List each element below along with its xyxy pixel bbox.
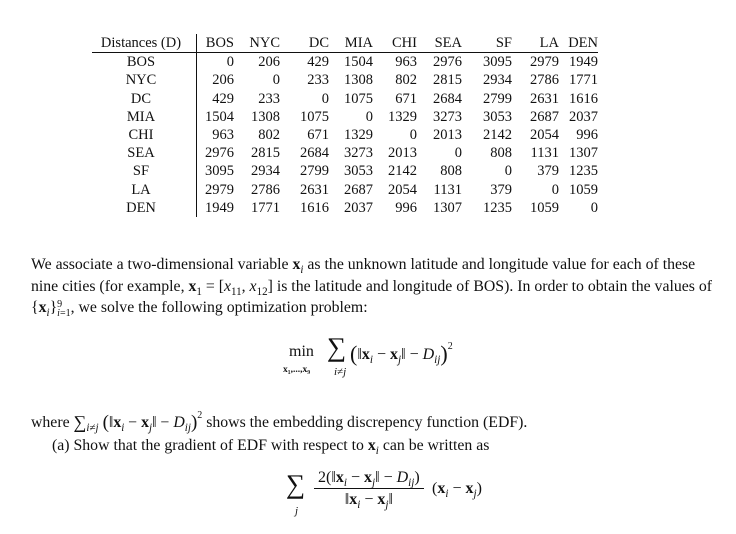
distance-cell: 1329 bbox=[388, 108, 417, 125]
distance-cell: 3053 bbox=[344, 163, 373, 180]
table-row bbox=[92, 108, 598, 126]
sum-symbol: ∑ bbox=[327, 332, 347, 362]
row-header: NYC bbox=[92, 71, 197, 89]
distance-cell: 1329 bbox=[344, 127, 373, 144]
distance-cell: 2687 bbox=[530, 108, 559, 125]
paragraph-text: , we solve the following optimization problem: bbox=[70, 299, 368, 316]
paragraph-text: is the latitude and longitude of BOS). In order to obtain the values of bbox=[272, 277, 713, 295]
table-corner-label: Distances (D) bbox=[92, 34, 197, 53]
distance-cell: 1307 bbox=[569, 145, 598, 162]
row-header: LA bbox=[92, 181, 197, 199]
distance-cell: 206 bbox=[212, 72, 234, 89]
row-header: CHI bbox=[92, 126, 197, 144]
distance-cell: 2013 bbox=[433, 127, 462, 144]
distance-cell: 2934 bbox=[251, 163, 280, 180]
table-row bbox=[92, 53, 598, 72]
distance-cell: 1308 bbox=[344, 72, 373, 89]
paragraph-text: We associate a two-dimensional variable bbox=[31, 256, 293, 273]
sum-subscript: i≠j bbox=[334, 366, 347, 378]
distance-cell: 1771 bbox=[569, 72, 598, 89]
distance-cell: 1307 bbox=[433, 199, 462, 216]
table-row bbox=[92, 162, 598, 180]
distance-cell: 0 bbox=[365, 108, 373, 125]
distance-cell: 1504 bbox=[205, 108, 234, 125]
row-header: MIA bbox=[92, 108, 197, 126]
equation-tail: $(x_i - x_j)$ bbox=[432, 480, 482, 501]
row-header: SEA bbox=[92, 144, 197, 162]
distance-cell: 2976 bbox=[205, 145, 234, 162]
distance-cell: 233 bbox=[258, 90, 280, 107]
min-operator: min bbox=[289, 343, 314, 360]
sum-symbol: ∑ bbox=[286, 469, 306, 499]
distance-cell: 1131 bbox=[530, 145, 559, 162]
distance-cell: 2799 bbox=[483, 90, 512, 107]
gradient-equation bbox=[286, 465, 526, 527]
table-body bbox=[92, 53, 598, 217]
column-header: SEA bbox=[417, 34, 462, 53]
distance-cell: 0 bbox=[409, 127, 417, 144]
distance-cell: 2815 bbox=[251, 145, 280, 162]
distance-cell: 1504 bbox=[344, 54, 373, 71]
distance-cell: 1235 bbox=[483, 199, 512, 216]
sum-subscript: j bbox=[295, 505, 299, 517]
distance-cell: 1616 bbox=[300, 199, 329, 216]
min-subscript: x₁,...,x₉ bbox=[283, 365, 311, 375]
paragraph-text: as the unknown latitude and longitude value for each of these nine cities (for example, bbox=[31, 256, 696, 295]
distance-cell: 2979 bbox=[205, 181, 234, 198]
row-header: DEN bbox=[92, 199, 197, 217]
column-header: NYC bbox=[234, 34, 280, 53]
distance-cell: 2684 bbox=[433, 90, 462, 107]
distance-cell: 3095 bbox=[205, 163, 234, 180]
distance-cell: 2054 bbox=[530, 127, 559, 144]
table-row bbox=[92, 144, 598, 162]
distance-cell: 2631 bbox=[300, 181, 329, 198]
distance-cell: 3053 bbox=[483, 108, 512, 125]
optimization-equation bbox=[283, 331, 523, 393]
distance-cell: 0 bbox=[590, 199, 598, 216]
distance-cell: 963 bbox=[212, 127, 234, 144]
distance-cell: 2979 bbox=[530, 54, 559, 71]
fraction-denominator: $‖x_i$ − $x_j‖$ bbox=[344, 491, 393, 512]
distance-cell: 1771 bbox=[251, 199, 280, 216]
row-header: DC bbox=[92, 90, 197, 108]
distance-cell: 1075 bbox=[300, 108, 329, 125]
distance-cell: 1235 bbox=[569, 163, 598, 180]
distance-cell: 2631 bbox=[530, 90, 559, 107]
row-header: BOS bbox=[92, 53, 197, 72]
distance-cell: 2687 bbox=[344, 181, 373, 198]
fraction bbox=[314, 469, 424, 512]
part-a-question: (a) Show that the gradient of EDF with respect to $x_i$ can be written as bbox=[52, 437, 490, 458]
column-header: CHI bbox=[373, 34, 417, 53]
distance-cell: 1616 bbox=[569, 90, 598, 107]
distance-cell: 429 bbox=[307, 54, 329, 71]
distance-cell: 233 bbox=[307, 72, 329, 89]
distance-cell: 0 bbox=[454, 145, 462, 162]
distance-cell: 1059 bbox=[569, 181, 598, 198]
part-label: (a) bbox=[52, 437, 70, 454]
distance-cell: 671 bbox=[307, 127, 329, 144]
distance-cell: 2013 bbox=[388, 145, 417, 162]
distance-cell: 1308 bbox=[251, 108, 280, 125]
distance-cell: 2934 bbox=[483, 72, 512, 89]
distance-cell: 2786 bbox=[530, 72, 559, 89]
distance-cell: 2799 bbox=[300, 163, 329, 180]
distance-cell: 379 bbox=[537, 163, 559, 180]
distance-cell: 0 bbox=[504, 163, 512, 180]
distance-cell: 996 bbox=[395, 199, 417, 216]
equation-body: ($‖x_i$ − $x_j‖ - D_{ij})^2$ bbox=[350, 341, 453, 367]
distance-cell: 3273 bbox=[433, 108, 462, 125]
table-row bbox=[92, 181, 598, 199]
distance-cell: 3095 bbox=[483, 54, 512, 71]
distance-cell: 2142 bbox=[388, 163, 417, 180]
distance-cell: 1075 bbox=[344, 90, 373, 107]
distance-cell: 2786 bbox=[251, 181, 280, 198]
distance-cell: 802 bbox=[395, 72, 417, 89]
column-header: BOS bbox=[197, 34, 235, 53]
distance-cell: 2142 bbox=[483, 127, 512, 144]
distance-cell: 429 bbox=[212, 90, 234, 107]
distance-cell: 0 bbox=[551, 181, 559, 198]
paragraph-text: can be written as bbox=[378, 437, 490, 454]
distance-cell: 1131 bbox=[433, 181, 462, 198]
distance-cell: 996 bbox=[576, 127, 598, 144]
table-header-row bbox=[92, 34, 598, 53]
column-header: DEN bbox=[559, 34, 598, 53]
row-header: SF bbox=[92, 162, 197, 180]
distance-cell: 2054 bbox=[388, 181, 417, 198]
paragraph-text: Show that the gradient of EDF with respect to bbox=[73, 437, 368, 454]
distance-cell: 1949 bbox=[569, 54, 598, 71]
paragraph-text: shows the embedding discrepency function (EDF). bbox=[202, 414, 528, 431]
distance-cell: 2037 bbox=[344, 199, 373, 216]
distance-cell: 2976 bbox=[433, 54, 462, 71]
table-row bbox=[92, 126, 598, 144]
table-row bbox=[92, 199, 598, 217]
column-header: SF bbox=[462, 34, 512, 53]
table-row bbox=[92, 90, 598, 108]
edf-definition-paragraph: where $\sum_{i\ne j}$ ($‖x_i$ − $x_j‖ - D_{ij})^2$ shows the embedding discrepency function (EDF). bbox=[31, 410, 528, 435]
column-header: MIA bbox=[329, 34, 373, 53]
table-row bbox=[92, 71, 598, 89]
distance-cell: 808 bbox=[490, 145, 512, 162]
distance-cell: 0 bbox=[272, 72, 280, 89]
distance-table bbox=[92, 34, 598, 217]
column-header: LA bbox=[512, 34, 559, 53]
distance-cell: 963 bbox=[395, 54, 417, 71]
distance-cell: 671 bbox=[395, 90, 417, 107]
distance-cell: 0 bbox=[226, 54, 234, 71]
intro-paragraph: We associate a two-dimensional variable $x_i$ as the unknown latitude and longitude value for each of these nine cities (for example, $x_1 = [x_{11}$, $x_{12}$] is the latitude and longitude of BOS). In order to obtain the values of $\{x_i\}$ 9 i=1 , we solve the following optimization problem: bbox=[31, 256, 713, 320]
distance-cell: 808 bbox=[440, 163, 462, 180]
distance-cell: 2037 bbox=[569, 108, 598, 125]
distance-cell: 206 bbox=[258, 54, 280, 71]
paragraph-text: where bbox=[31, 414, 74, 431]
distance-cell: 379 bbox=[490, 181, 512, 198]
fraction-numerator: $2(‖x_i$ − $x_j‖ - D_{ij}$) bbox=[314, 469, 424, 489]
column-header: DC bbox=[280, 34, 329, 53]
distance-cell: 2815 bbox=[433, 72, 462, 89]
distance-cell: 1059 bbox=[530, 199, 559, 216]
distance-cell: 0 bbox=[321, 90, 329, 107]
distance-cell: 802 bbox=[258, 127, 280, 144]
distance-cell: 2684 bbox=[300, 145, 329, 162]
distance-cell: 3273 bbox=[344, 145, 373, 162]
distance-cell: 1949 bbox=[205, 199, 234, 216]
